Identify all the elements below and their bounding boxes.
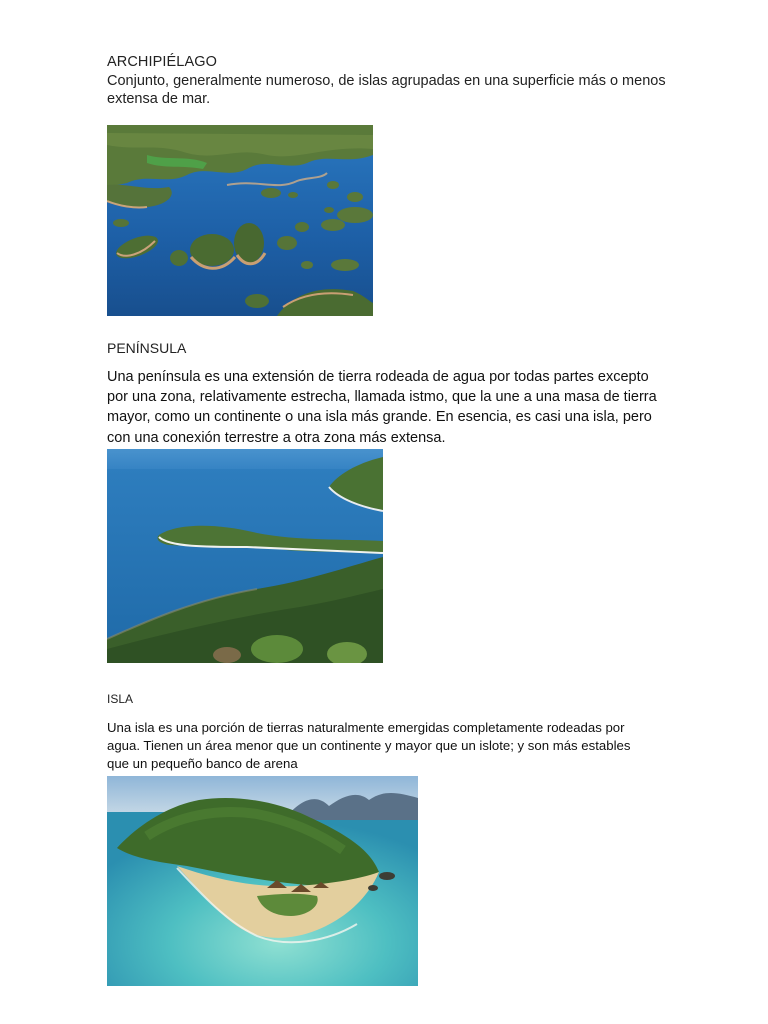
definition-archipielago: Conjunto, generalmente numeroso, de islas agrupadas en una superficie más o menos extensa de mar. bbox=[107, 73, 666, 107]
heading-isla: ISLA bbox=[107, 692, 134, 706]
tropical-island-photo bbox=[107, 776, 418, 986]
definition-isla: Una isla es una porción de tierras naturalmente emergidas completamente rodeadas por agua. Tienen un área menor que un continente y mayor que un islote; y son más estables que un pequeño banco de arena bbox=[107, 720, 631, 771]
definition-peninsula: Una península es una extensión de tierra rodeada de agua por todas partes excepto por una zona, relativamente estrecha, llamada istmo, que la une a una masa de tierra mayor, como un continente o una isla más grande. En esencia, es casi una isla, pero con una conexión terrestre a otra zona más extensa. bbox=[107, 369, 657, 446]
archipelago-aerial-photo bbox=[107, 125, 373, 316]
heading-archipielago: ARCHIPIÉLAGO bbox=[107, 54, 217, 70]
heading-peninsula: PENÍNSULA bbox=[107, 340, 187, 356]
peninsula-coast-photo bbox=[107, 449, 383, 663]
